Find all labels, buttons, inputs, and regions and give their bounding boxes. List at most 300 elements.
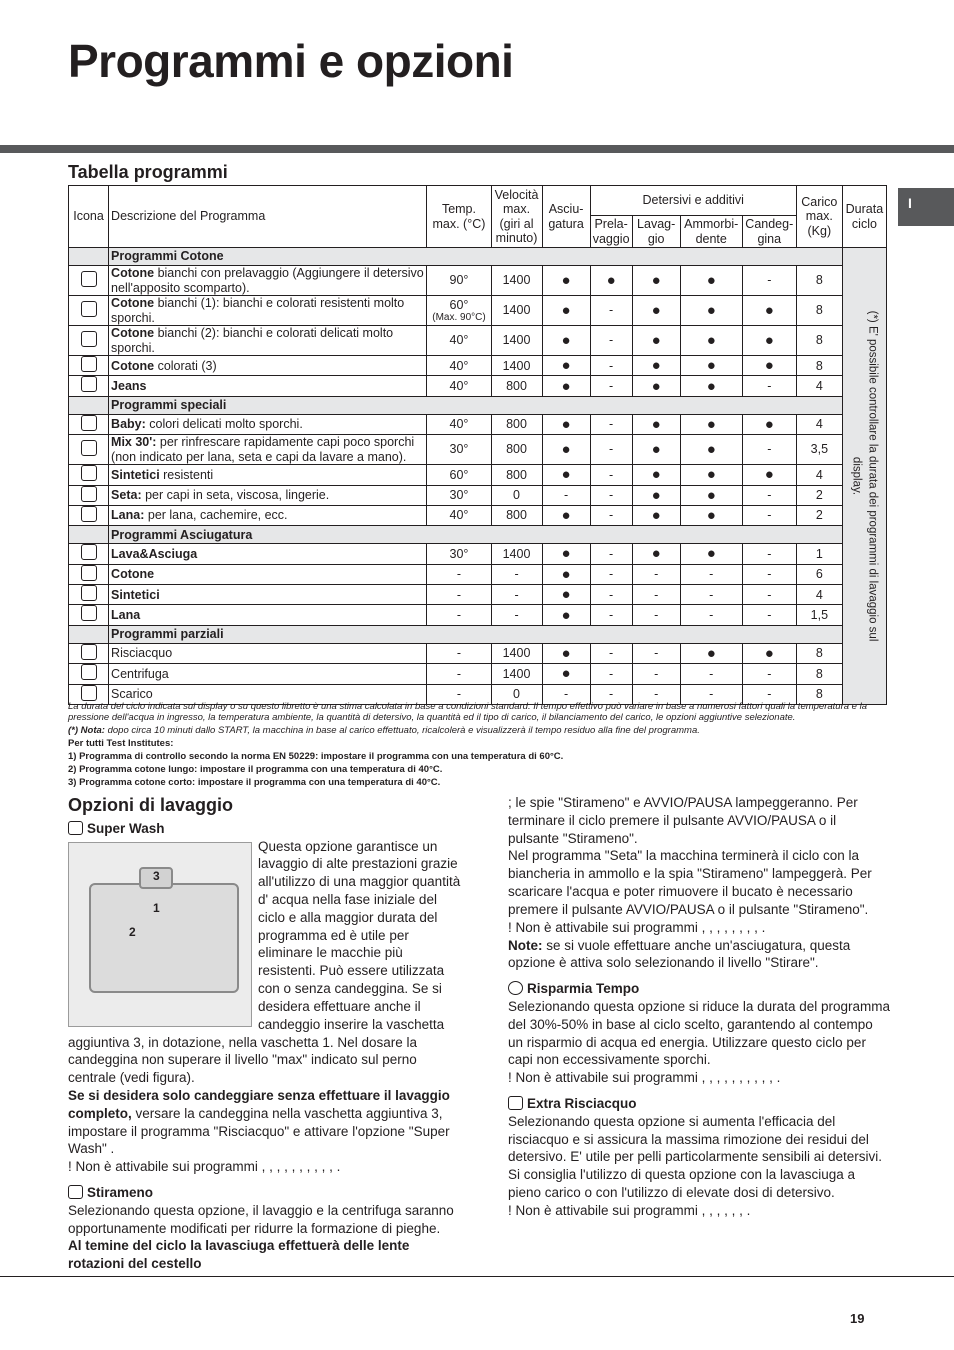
options-left-column — [68, 794, 462, 1273]
title-divider — [0, 145, 954, 153]
figure-label-3: 3 — [153, 868, 160, 883]
program-name: Lana: — [111, 508, 145, 523]
footer-rule — [0, 1276, 954, 1277]
temp-cell — [427, 544, 491, 564]
table-notes — [68, 702, 888, 790]
ammorbidente-cell: ● — [680, 376, 742, 396]
temp-cell — [427, 643, 491, 663]
program-description — [109, 266, 427, 296]
candeggina-cell: - — [742, 605, 796, 625]
program-icon-cell — [69, 643, 109, 663]
header-velocita: Velocità max. (giri al minuto) — [491, 186, 542, 248]
carico-cell: 2 — [796, 485, 842, 505]
candeggina-cell: - — [742, 684, 796, 704]
header-carico: Carico max. (Kg) — [796, 186, 842, 248]
temp-value: - — [456, 666, 462, 681]
speed-cell: 1400 — [491, 664, 542, 684]
super-wash-title: Super Wash — [68, 820, 462, 838]
ammorbidente-cell: ● — [680, 465, 742, 485]
prelavaggio-cell: - — [590, 356, 632, 376]
temp-max-value: (Max. 90°C) — [432, 311, 486, 323]
program-row — [69, 326, 887, 356]
program-icon-cell — [69, 326, 109, 356]
ammorbidente-cell: - — [680, 585, 742, 605]
program-icon — [81, 331, 97, 347]
lavaggio-cell: - — [632, 605, 680, 625]
program-icon-cell — [69, 376, 109, 396]
ammorbidente-cell: ● — [680, 356, 742, 376]
programs-table — [68, 185, 887, 705]
asciugatura-cell: ● — [542, 605, 590, 625]
speed-cell: 0 — [491, 485, 542, 505]
temp-cell — [427, 564, 491, 584]
carico-cell: 4 — [796, 414, 842, 434]
speed-cell: 800 — [491, 376, 542, 396]
lavaggio-cell: ● — [632, 435, 680, 465]
prelavaggio-cell: - — [590, 605, 632, 625]
prelavaggio-cell: - — [590, 664, 632, 684]
category-row — [69, 396, 887, 414]
temp-cell — [427, 376, 491, 396]
program-row — [69, 266, 887, 296]
asciugatura-cell: ● — [542, 266, 590, 296]
institute-item-1: 1) Programma di controllo secondo la norma EN 50229: impostare il programma con una temperatura di 60°C. — [68, 750, 564, 762]
prelavaggio-cell: - — [590, 414, 632, 434]
risparmia-tempo-title: Risparmia Tempo — [508, 980, 890, 998]
asciugatura-cell: - — [542, 485, 590, 505]
ammorbidente-cell: ● — [680, 505, 742, 525]
temp-cell — [427, 326, 491, 356]
candeggina-cell: - — [742, 564, 796, 584]
extra-risciacquo-warning: ! Non è attivabile sui programmi , , , , , , . — [508, 1202, 751, 1218]
detergent-drawer-figure — [68, 842, 252, 1027]
institute-item-3: 3) Programma cotone corto: impostare il programma con una temperatura di 40°C. — [68, 776, 441, 788]
figure-label-1: 1 — [153, 900, 160, 915]
super-wash-icon — [68, 821, 83, 835]
program-icon-cell — [69, 605, 109, 625]
asciugatura-cell: ● — [542, 465, 590, 485]
speed-cell: - — [491, 605, 542, 625]
asciugatura-cell: ● — [542, 585, 590, 605]
program-row — [69, 643, 887, 663]
carico-cell: 8 — [796, 664, 842, 684]
page-title: Programmi e opzioni — [68, 35, 514, 87]
category-icon-cell — [69, 396, 109, 414]
carico-cell: 8 — [796, 326, 842, 356]
carico-cell: 4 — [796, 376, 842, 396]
header-ammorbidente: Ammorbi- dente — [680, 216, 742, 248]
carico-cell: 1,5 — [796, 605, 842, 625]
prelavaggio-cell: - — [590, 505, 632, 525]
program-icon — [81, 585, 97, 601]
speed-cell: 800 — [491, 465, 542, 485]
header-asciugatura: Asciu- gatura — [542, 186, 590, 248]
program-icon — [81, 644, 97, 660]
program-icon — [81, 565, 97, 581]
temp-cell — [427, 266, 491, 296]
institutes-title: Per tutti Test Institutes: — [68, 737, 174, 749]
speed-cell: 800 — [491, 435, 542, 465]
candeggina-cell: - — [742, 544, 796, 564]
category-row — [69, 625, 887, 643]
prelavaggio-cell: - — [590, 564, 632, 584]
program-icon — [81, 301, 97, 317]
lavaggio-cell: ● — [632, 544, 680, 564]
program-detail: Centrifuga — [111, 666, 169, 681]
program-description — [109, 356, 427, 376]
asciugatura-cell: ● — [542, 356, 590, 376]
category-label: Programmi speciali — [109, 396, 843, 414]
temp-value: 60° — [449, 467, 469, 482]
program-row — [69, 564, 887, 584]
temp-value: 40° — [449, 358, 469, 373]
program-icon-cell — [69, 664, 109, 684]
program-detail: bianchi (1): bianchi e colorati resistenti molto sporchi. — [111, 296, 405, 325]
prelavaggio-cell: - — [590, 326, 632, 356]
disclaimer-text: La durata del ciclo indicata sul display o su questo libretto è una stima calcolata in base a condizioni standard. Il tempo effettivo può variare in base a numerosi fattori quali la temperatura e la pressione dell'acqua in ingresso, la temperatura ambiente, la quantità di detersivo, la quantità ed il tipo di carico, il bilanciamento del carico, le opzioni aggiuntive selezionate. — [68, 701, 867, 723]
program-name: Jeans — [111, 378, 147, 393]
drawer-shape — [89, 883, 239, 993]
asciugatura-cell: ● — [542, 376, 590, 396]
stopwatch-icon — [508, 981, 523, 995]
program-icon-cell — [69, 465, 109, 485]
speed-cell: - — [491, 585, 542, 605]
header-candeggina: Candeg- gina — [742, 216, 796, 248]
category-icon-cell — [69, 248, 109, 266]
program-description — [109, 465, 427, 485]
lavaggio-cell: ● — [632, 465, 680, 485]
carico-cell: 8 — [796, 684, 842, 704]
program-name: Baby: — [111, 417, 146, 432]
program-description — [109, 485, 427, 505]
program-icon — [81, 376, 97, 392]
header-icona: Icona — [69, 186, 109, 248]
candeggina-cell: ● — [742, 414, 796, 434]
program-row — [69, 585, 887, 605]
program-name: Mix 30': — [111, 435, 157, 450]
carico-cell: 4 — [796, 585, 842, 605]
asciugatura-cell: ● — [542, 296, 590, 326]
candeggina-cell: - — [742, 585, 796, 605]
program-description — [109, 544, 427, 564]
program-description — [109, 605, 427, 625]
speed-cell: - — [491, 564, 542, 584]
program-description — [109, 585, 427, 605]
program-detail: per lana, cachemire, ecc. — [144, 508, 288, 523]
program-description — [109, 643, 427, 663]
speed-cell: 0 — [491, 684, 542, 704]
temp-cell — [427, 296, 491, 326]
speed-cell: 800 — [491, 414, 542, 434]
speed-cell: 1400 — [491, 326, 542, 356]
speed-cell: 1400 — [491, 643, 542, 663]
stirameno-note: Note: se si vuole effettuare anche un'asciugatura, questa opzione è attiva solo selezionando il livello "Stirare". — [508, 937, 851, 971]
ammorbidente-cell: ● — [680, 414, 742, 434]
program-description — [109, 564, 427, 584]
temp-value: 30° — [449, 546, 469, 561]
lavaggio-cell: - — [632, 664, 680, 684]
asciugatura-cell: - — [542, 684, 590, 704]
program-name: Cotone — [111, 567, 155, 582]
lavaggio-cell: ● — [632, 376, 680, 396]
ammorbidente-cell: ● — [680, 266, 742, 296]
program-description — [109, 414, 427, 434]
options-title: Opzioni di lavaggio — [68, 795, 234, 815]
program-icon — [81, 685, 97, 701]
lavaggio-cell: ● — [632, 296, 680, 326]
speed-cell: 1400 — [491, 296, 542, 326]
speed-cell: 1400 — [491, 544, 542, 564]
temp-cell — [427, 585, 491, 605]
candeggina-cell: - — [742, 266, 796, 296]
durata-note: (*) E' possibile controllare la durata dei programmi di lavaggio sul display. — [851, 310, 879, 642]
carico-cell: 8 — [796, 266, 842, 296]
program-icon — [81, 465, 97, 481]
candeggina-cell: ● — [742, 643, 796, 663]
super-wash-text: Questa opzione garantisce un lavaggio di alte prestazioni grazie all'utilizzo di una maggior quantità d' acqua nella fase iniziale del ciclo e alla maggior durata del programma ed è utile per eliminare le macchie più resistenti. Può essere utilizzata con o senza candeggina. Se si desidera effettuare anche il candeggio inserire la vaschetta aggiuntiva 3, in dotazione, nella vaschetta 1. Nel dosare la candeggina non superare il livello "max" indicato sul perno centrale (vedi figura). — [68, 838, 461, 1086]
durata-cell — [842, 248, 886, 705]
program-detail: Scarico — [111, 687, 153, 701]
temp-value: 40° — [449, 508, 469, 523]
extra-risciacquo-title: Extra Risciacquo — [508, 1095, 890, 1113]
temp-cell — [427, 435, 491, 465]
prelavaggio-cell: - — [590, 585, 632, 605]
carico-cell: 6 — [796, 564, 842, 584]
program-row — [69, 376, 887, 396]
program-row — [69, 435, 887, 465]
category-icon-cell — [69, 526, 109, 544]
lavaggio-cell: - — [632, 564, 680, 584]
asciugatura-cell: ● — [542, 435, 590, 465]
candeggina-cell: - — [742, 435, 796, 465]
stirameno-spin-text: Al temine del ciclo la lavasciuga effettuerà delle lente rotazioni del cestello — [68, 1238, 410, 1272]
program-row — [69, 465, 887, 485]
asciugatura-cell: ● — [542, 664, 590, 684]
temp-value: 40° — [449, 378, 469, 393]
program-icon-cell — [69, 356, 109, 376]
category-row — [69, 526, 887, 544]
asciugatura-cell: ● — [542, 564, 590, 584]
prelavaggio-cell: - — [590, 544, 632, 564]
prelavaggio-cell: - — [590, 643, 632, 663]
program-detail: Risciacquo — [111, 646, 173, 661]
program-description — [109, 376, 427, 396]
stirameno-text: Selezionando questa opzione, il lavaggio e la centrifuga saranno opportunamente modificati per ridurre la formazione di pieghe. — [68, 1202, 454, 1236]
program-description — [109, 326, 427, 356]
figure-label-2: 2 — [129, 924, 136, 939]
program-icon-cell — [69, 266, 109, 296]
program-row — [69, 414, 887, 434]
program-description — [109, 296, 427, 326]
program-row — [69, 505, 887, 525]
temp-value: 30° — [449, 488, 469, 502]
asciugatura-cell: ● — [542, 505, 590, 525]
temp-value: - — [456, 607, 462, 622]
program-detail: bianchi con prelavaggio (Aggiungere il detersivo nell'apposito scomparto). — [111, 266, 424, 295]
temp-cell — [427, 414, 491, 434]
speed-cell: 800 — [491, 505, 542, 525]
prelavaggio-cell: - — [590, 435, 632, 465]
program-icon — [81, 664, 97, 680]
lavaggio-cell: ● — [632, 356, 680, 376]
speed-cell: 1400 — [491, 266, 542, 296]
lavaggio-cell: ● — [632, 414, 680, 434]
program-icon — [81, 486, 97, 502]
temp-cell — [427, 485, 491, 505]
program-row — [69, 664, 887, 684]
ammorbidente-cell: ● — [680, 296, 742, 326]
program-name: Cotone — [111, 326, 155, 341]
category-label: Programmi parziali — [109, 625, 843, 643]
prelavaggio-cell: ● — [590, 266, 632, 296]
ammorbidente-cell: - — [680, 564, 742, 584]
program-description — [109, 505, 427, 525]
program-name: Cotone — [111, 358, 155, 373]
carico-cell: 8 — [796, 643, 842, 663]
ammorbidente-cell: ● — [680, 326, 742, 356]
program-icon-cell — [69, 414, 109, 434]
asciugatura-cell: ● — [542, 326, 590, 356]
program-name: Sintetici — [111, 467, 160, 482]
super-wash-warning: ! Non è attivabile sui programmi , , , , , , , , , , . — [68, 1159, 341, 1175]
ammorbidente-cell: - — [680, 605, 742, 625]
ammorbidente-cell: - — [680, 684, 742, 704]
lavaggio-cell: ● — [632, 266, 680, 296]
program-name: Cotone — [111, 296, 155, 311]
temp-value: 40° — [449, 417, 469, 432]
candeggina-cell: ● — [742, 465, 796, 485]
prelavaggio-cell: - — [590, 684, 632, 704]
category-label: Programmi Asciugatura — [109, 526, 843, 544]
category-label: Programmi Cotone — [109, 248, 843, 266]
carico-cell: 2 — [796, 505, 842, 525]
temp-cell — [427, 465, 491, 485]
super-wash-bleach-text: Se si desidera solo candeggiare senza effettuare il lavaggio completo, versare la candeggina nella vaschetta aggiuntiva 3, impostare il programma "Risciacquo" e attivare l'opzione "Super Wash" . — [68, 1087, 450, 1157]
category-icon-cell — [69, 625, 109, 643]
program-row — [69, 544, 887, 564]
language-tab: I — [898, 188, 954, 226]
program-icon — [81, 605, 97, 621]
temp-value: 60° — [449, 297, 469, 312]
prelavaggio-cell: - — [590, 465, 632, 485]
candeggina-cell: - — [742, 485, 796, 505]
program-icon — [81, 415, 97, 431]
program-name: Lana — [111, 607, 141, 622]
program-row — [69, 485, 887, 505]
program-detail: per capi in seta, viscosa, lingerie. — [141, 488, 330, 502]
candeggina-cell: ● — [742, 356, 796, 376]
rinse-icon — [508, 1096, 523, 1110]
lavaggio-cell: ● — [632, 485, 680, 505]
temp-value: 40° — [449, 333, 469, 348]
header-lavaggio: Lavag- gio — [632, 216, 680, 248]
ammorbidente-cell: - — [680, 664, 742, 684]
institute-item-2: 2) Programma cotone lungo: impostare il programma con una temperatura di 40°C. — [68, 763, 443, 775]
header-temp: Temp. max. (°C) — [427, 186, 491, 248]
prelavaggio-cell: - — [590, 296, 632, 326]
extra-risciacquo-text: Selezionando questa opzione si aumenta l'efficacia del risciacquo e si assicura la massima rimozione dei residui del detersivo. E' utile per pelli particolarmente sensibili ai detersivi. Si consiglia l'utilizzo di questa opzione con la lavasciuga a pieno carico o con l'utilizzo di elevate dosi di detersivo. — [508, 1113, 882, 1201]
program-name: Lava&Asciuga — [111, 546, 198, 561]
page-number: 19 — [850, 1311, 865, 1326]
lavaggio-cell: - — [632, 684, 680, 704]
program-icon-cell — [69, 585, 109, 605]
temp-value: - — [456, 567, 462, 582]
temp-cell — [427, 505, 491, 525]
program-name: Sintetici — [111, 587, 160, 602]
options-right-column — [508, 794, 890, 1220]
program-row — [69, 605, 887, 625]
program-icon-cell — [69, 435, 109, 465]
ammorbidente-cell: ● — [680, 544, 742, 564]
lavaggio-cell: - — [632, 585, 680, 605]
program-icon — [81, 440, 97, 456]
asciugatura-cell: ● — [542, 414, 590, 434]
temp-value: - — [456, 646, 462, 661]
program-icon — [81, 506, 97, 522]
risparmia-tempo-text: Selezionando questa opzione si riduce la durata del programma del 30%-50% in base al ciclo scelto, garantendo al contempo un risparmio di acqua ed energia. Utilizzare questo ciclo per capi non eccessivamente sporchi. — [508, 998, 890, 1068]
ammorbidente-cell: ● — [680, 435, 742, 465]
prelavaggio-cell: - — [590, 376, 632, 396]
carico-cell: 8 — [796, 356, 842, 376]
header-descrizione: Descrizione del Programma — [109, 186, 427, 248]
ammorbidente-cell: ● — [680, 485, 742, 505]
risparmia-tempo-warning: ! Non è attivabile sui programmi , , , , , , , , , , . — [508, 1070, 781, 1086]
program-description — [109, 435, 427, 465]
candeggina-cell: - — [742, 505, 796, 525]
program-icon-cell — [69, 544, 109, 564]
program-icon-cell — [69, 485, 109, 505]
program-icon — [81, 356, 97, 372]
table-section-title: Tabella programmi — [68, 162, 228, 182]
header-durata: Durata ciclo — [842, 186, 886, 248]
program-name: Cotone — [111, 266, 155, 281]
header-prelavaggio: Prela- vaggio — [590, 216, 632, 248]
nota-text: (*) Nota: dopo circa 10 minuti dallo START, la macchina in base al carico effettuato, ricalcolerà e visualizzerà il tempo residuo alla fine del programma. — [68, 724, 700, 736]
asciugatura-cell: ● — [542, 643, 590, 663]
prelavaggio-cell: - — [590, 485, 632, 505]
program-icon-cell — [69, 564, 109, 584]
program-name: Seta: — [111, 488, 142, 502]
program-row — [69, 356, 887, 376]
program-icon-cell — [69, 505, 109, 525]
carico-cell: 4 — [796, 465, 842, 485]
program-icon-cell — [69, 296, 109, 326]
temp-value: 30° — [449, 442, 469, 457]
stirameno-continued-text: ; le spie "Stirameno" e AVVIO/PAUSA lampeggeranno. Per terminare il ciclo premere il pulsante AVVIO/PAUSA o il pulsante "Stirameno". — [508, 795, 858, 846]
temp-cell — [427, 664, 491, 684]
temp-cell — [427, 605, 491, 625]
program-detail: resistenti — [159, 467, 214, 482]
category-row — [69, 248, 887, 266]
speed-cell: 1400 — [491, 356, 542, 376]
stirameno-seta-text: Nel programma "Seta" la macchina terminerà il ciclo con la biancheria in ammollo e la spia "Stirameno" lampeggerà. Per scaricare l'acqua e poter rimuovere il bucato è necessario premere il pulsante AVVIO/PAUSA o il pulsante "Stirameno". — [508, 848, 872, 917]
temp-value: 90° — [449, 273, 469, 288]
program-row — [69, 296, 887, 326]
program-detail: colori delicati molto sporchi. — [145, 417, 303, 432]
program-detail: bianchi (2): bianchi e colorati delicati molto sporchi. — [111, 326, 394, 355]
program-icon — [81, 271, 97, 287]
lavaggio-cell: - — [632, 643, 680, 663]
candeggina-cell: - — [742, 664, 796, 684]
program-icon — [81, 544, 97, 560]
candeggina-cell: ● — [742, 296, 796, 326]
temp-value: - — [456, 687, 462, 701]
carico-cell: 1 — [796, 544, 842, 564]
asciugatura-cell: ● — [542, 544, 590, 564]
candeggina-cell: ● — [742, 326, 796, 356]
lavaggio-cell: ● — [632, 326, 680, 356]
ammorbidente-cell: ● — [680, 643, 742, 663]
